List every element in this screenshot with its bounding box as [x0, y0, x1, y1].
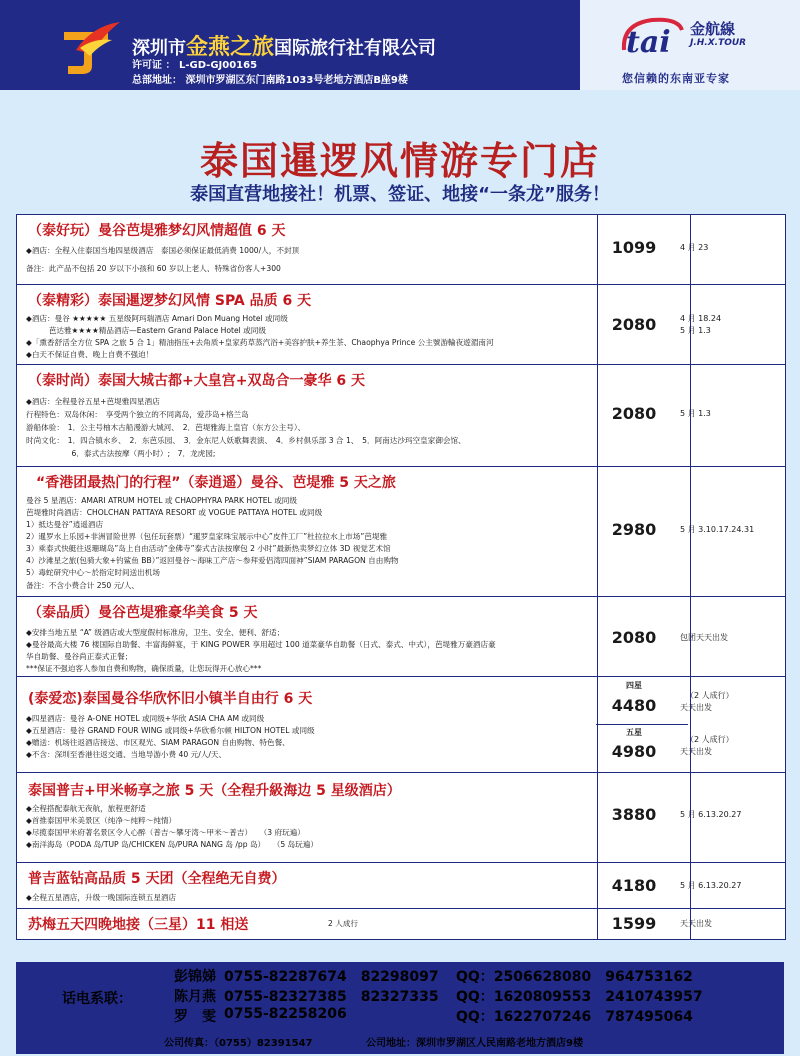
tour-date: 天天出发 — [680, 703, 712, 712]
tour-date: （2 人成行） — [686, 691, 734, 700]
company-suffix: 国际旅行社有限公司 — [274, 38, 437, 59]
tour-detail: ◆「熏香舒活全方位 SPA 之旅 5 合 1」精油指压+去角质+皇家药草蒸汽浴+美容护肤+养生茶、Chaophya Prince 公主號游輪夜遊湄南河 — [26, 338, 494, 347]
page-title: 泰国暹逻风情游专门店 — [199, 139, 600, 183]
tour-title: 泰国普吉+甲米畅享之旅 5 天（全程升級海边 5 星级酒店） — [28, 783, 401, 799]
tour-price: 4180 — [611, 876, 657, 895]
tour-price: 3880 — [611, 805, 657, 824]
tour-title: （泰时尚）泰国大城古都+大皇宫+双岛合一豪华 6 天 — [28, 373, 365, 389]
contact-phone[interactable]: 0755-82287674 82298097 — [224, 969, 439, 985]
tour-price: 4980 — [611, 742, 657, 761]
contact-qq[interactable]: QQ：1620809553 2410743957 — [456, 989, 703, 1005]
tour-date: 5 月 6.13.20.27 — [680, 881, 742, 890]
tour-detail: ◆南洋海岛（PODA 岛/TUP 岛/CHICKEN 岛/PURA NANG 岛 /pp 岛） （5 岛玩遍） — [26, 840, 318, 849]
tour-date: 4 月 18.24 — [680, 314, 722, 323]
contact-qq[interactable]: QQ：2506628080 964753162 — [456, 969, 693, 985]
jhx-logo-icon — [618, 14, 688, 60]
tour-detail: 芭达雅★★★★精品酒店—Eastern Grand Palace Hotel 或同级 — [26, 326, 266, 335]
partner-name: 金航線 — [690, 20, 736, 38]
tour-detail: ◆首推泰国甲米美景区（纯净～纯粹～纯情） — [26, 816, 177, 825]
tour-detail: ◆白天不保证自费、晚上自费不强迫！ — [26, 350, 154, 359]
tour-date: 5 月 6.13.20.27 — [680, 810, 742, 819]
tour-detail: ◆尽揽泰国甲米府著名景区令人心醉（普吉～攀牙湾～甲米～普吉） （3 府玩遍） — [26, 828, 305, 837]
tour-detail: 时尚文化： 1．四合镇水乡、 2．东芭乐园、 3．金东尼人妖歌舞表演、 4．乡村俱乐部 3 合 1、 5．阿南达沙玛空皇家御会馆、 — [26, 436, 466, 445]
svg-text:tai: tai — [626, 25, 671, 60]
tour-date: （2 人成行） — [686, 735, 734, 744]
tour-detail: 游船体验： 1．公主号柚木古船漫游大城河、 2．芭堤雅海上皇宫（东方公主号）、 — [26, 423, 306, 432]
tour-title: （泰好玩）曼谷芭堤雅梦幻风情超值 6 天 — [28, 223, 286, 239]
tour-price: 2080 — [611, 404, 657, 423]
tour-note: 2 人成行 — [328, 919, 359, 928]
headquarter-address: 总部地址： 深圳市罗湖区东门南路1033号老地方酒店B座9楼 — [132, 75, 408, 86]
tour-date: 5 月 3.10.17.24.31 — [680, 525, 755, 534]
tour-detail: 6．泰式古法按摩（两小时）; 7．龙虎园; — [26, 449, 216, 458]
tour-title: （泰精彩）泰国暹逻梦幻风情 SPA 品质 6 天 — [28, 293, 312, 309]
contact-phone[interactable]: 0755-82258206 — [224, 1006, 347, 1022]
tour-detail: ◆全程搭配泰航无夜航，旅程更舒适 — [26, 804, 146, 813]
tour-detail: 华自助餐、曼谷尚正泰式正餐； — [26, 652, 133, 661]
tour-detail: 备注：不含小费合计 250 元/人、 — [26, 581, 140, 590]
tour-price: 2980 — [611, 520, 657, 539]
tour-detail: ◆五星酒店：曼谷 GRAND FOUR WING 或同级+华欣希尔顿 HILTON HOTEL 或同级 — [26, 726, 315, 735]
tour-date: 5 月 1.3 — [680, 409, 711, 418]
tour-detail: 曼谷 5 星酒店：AMARI ATRUM HOTEL 或 CHAOPHYRA PARK HOTEL 或同级 — [26, 496, 297, 505]
tour-detail: 5）毒蛇研究中心～於指定时间送出机场 — [26, 568, 160, 577]
tour-detail: ◆全程五星酒店，升级一晚国际连锁五星酒店 — [26, 893, 177, 902]
tour-detail: ◆不含：深圳至香港往返交通、当地导游小费 40 元/人/天、 — [26, 750, 227, 759]
page-subtitle: 泰国直营地接社！机票、签证、地接“一条龙”服务！ — [190, 184, 610, 205]
tour-date: 4 月 23 — [680, 243, 709, 252]
tour-detail: 芭堤雅时尚酒店：CHOLCHAN PATTAYA RESORT 或 VOGUE PATTAYA HOTEL 或同级 — [26, 508, 323, 517]
tour-price: 1599 — [611, 914, 657, 933]
contact-name: 彭锦娣 — [174, 969, 216, 985]
tour-title: (泰爱恋)泰国曼谷华欣怀旧小镇半自由行 6 天 — [28, 691, 313, 707]
tier-label: 四星 — [626, 681, 642, 690]
tour-title: 普吉蓝钻高品质 5 天团（全程绝无自费） — [28, 871, 286, 887]
tour-title: （泰品质）曼谷芭堤雅豪华美食 5 天 — [28, 605, 258, 621]
tour-date: 包团天天出发 — [680, 633, 728, 642]
swallow-logo-icon — [62, 18, 122, 76]
tour-detail: 行程特色：双岛休闲： 享受两个独立的不同离岛，爱莎岛+格兰岛 — [26, 410, 249, 419]
partner-english-name: J.H.X.TOUR — [690, 38, 747, 48]
contact-phone[interactable]: 0755-82327385 82327335 — [224, 989, 439, 1005]
tour-detail: ◆酒店：曼谷 ★★★★★ 五星级阿玛瑞酒店 Amari Don Muang Hotel 或同级 — [26, 314, 288, 323]
price-divider — [596, 724, 688, 725]
contact-name: 罗 雯 — [174, 1009, 216, 1025]
tour-price: 2080 — [611, 315, 657, 334]
tour-detail: ◆赠送：机场往返酒店接送、市区观光、SIAM PARAGON 自由购物、特色餐、 — [26, 738, 290, 747]
tour-title: “香港团最热门的行程”（泰逍遥）曼谷、芭堤雅 5 天之旅 — [36, 475, 396, 491]
tour-detail: 备注：此产品不包括 20 岁以下小孩和 60 岁以上老人、特殊省份客人+300 — [26, 264, 281, 273]
header-banner — [0, 0, 580, 90]
tour-detail: 3）乘泰式快艇往返珊瑚岛”岛上自由活动”金佛寺”泰式古法按摩包 2 小时”最新热卖梦幻立体 3D 视觉艺术馆 — [26, 544, 391, 553]
tour-detail: ◆酒店：全程曼谷五星+芭堤雅四星酒店 — [26, 397, 160, 406]
tour-title: 苏梅五天四晚地接（三星）11 相送 — [28, 917, 249, 933]
fax-number: 公司传真：（0755）82391547 — [164, 1038, 313, 1049]
tour-date: 天天出发 — [680, 747, 712, 756]
tier-label: 五星 — [626, 728, 642, 737]
tour-date: 5 月 1.3 — [680, 326, 711, 335]
tour-price: 2080 — [611, 628, 657, 647]
tour-detail: ◆曼谷最高大楼 76 楼国际自助餐、丰富海鲜宴，于 KING POWER 享用超过 100 道菜豪华自助餐（日式、泰式、中式），芭堤雅万豪酒店豪 — [26, 640, 496, 649]
tour-detail: ◆四星酒店：曼谷 A-ONE HOTEL 或同级+华欣 ASIA CHA AM 或同级 — [26, 714, 265, 723]
tour-detail: ***保证不强迫客人参加自费和购物，确保质量，让您玩得开心放心*** — [26, 664, 262, 673]
tour-price: 4480 — [611, 696, 657, 715]
tour-detail: ◆安排当地五星 “A” 级酒店或大型度假村标准房，卫生、安全、便利、舒适； — [26, 628, 285, 637]
tour-date: 天天出发 — [680, 919, 712, 928]
company-prefix: 深圳市 — [132, 38, 186, 59]
tour-price: 1099 — [611, 238, 657, 257]
contact-name: 陈月燕 — [174, 989, 216, 1005]
contact-qq[interactable]: QQ：1622707246 787495064 — [456, 1009, 693, 1025]
tour-detail: 1）抵达曼谷”逍遥酒店 — [26, 520, 104, 529]
contact-label: 话电系联： — [62, 991, 132, 1007]
license-number: 许可证 ： L-GD-GJ00165 — [132, 60, 258, 71]
partner-slogan: 您信赖的东南亚专家 — [622, 72, 730, 85]
tour-detail: 4）沙滩星之旅(包骑大象+钓鲨鱼 BB）”返回曼谷～海味工产店～参拜爱侣湾四面神”SIAM PARAGON 自由购物 — [26, 556, 399, 565]
tour-detail: ◆酒店：全程入住泰国当地四星级酒店 泰国必须保证最低消费 1000/人，不封顶 — [26, 246, 300, 255]
tour-detail: 2）暹罗水上乐园+非洲冒险世界（包任玩套票）“暹罗皇家珠宝展示中心”皮件工厂”杜拉拉水上市场”芭堤雅 — [26, 532, 388, 541]
company-brand: 金燕之旅 — [186, 35, 275, 60]
company-address: 公司地址：深圳市罗湖区人民南路老地方酒店9楼 — [366, 1038, 583, 1049]
